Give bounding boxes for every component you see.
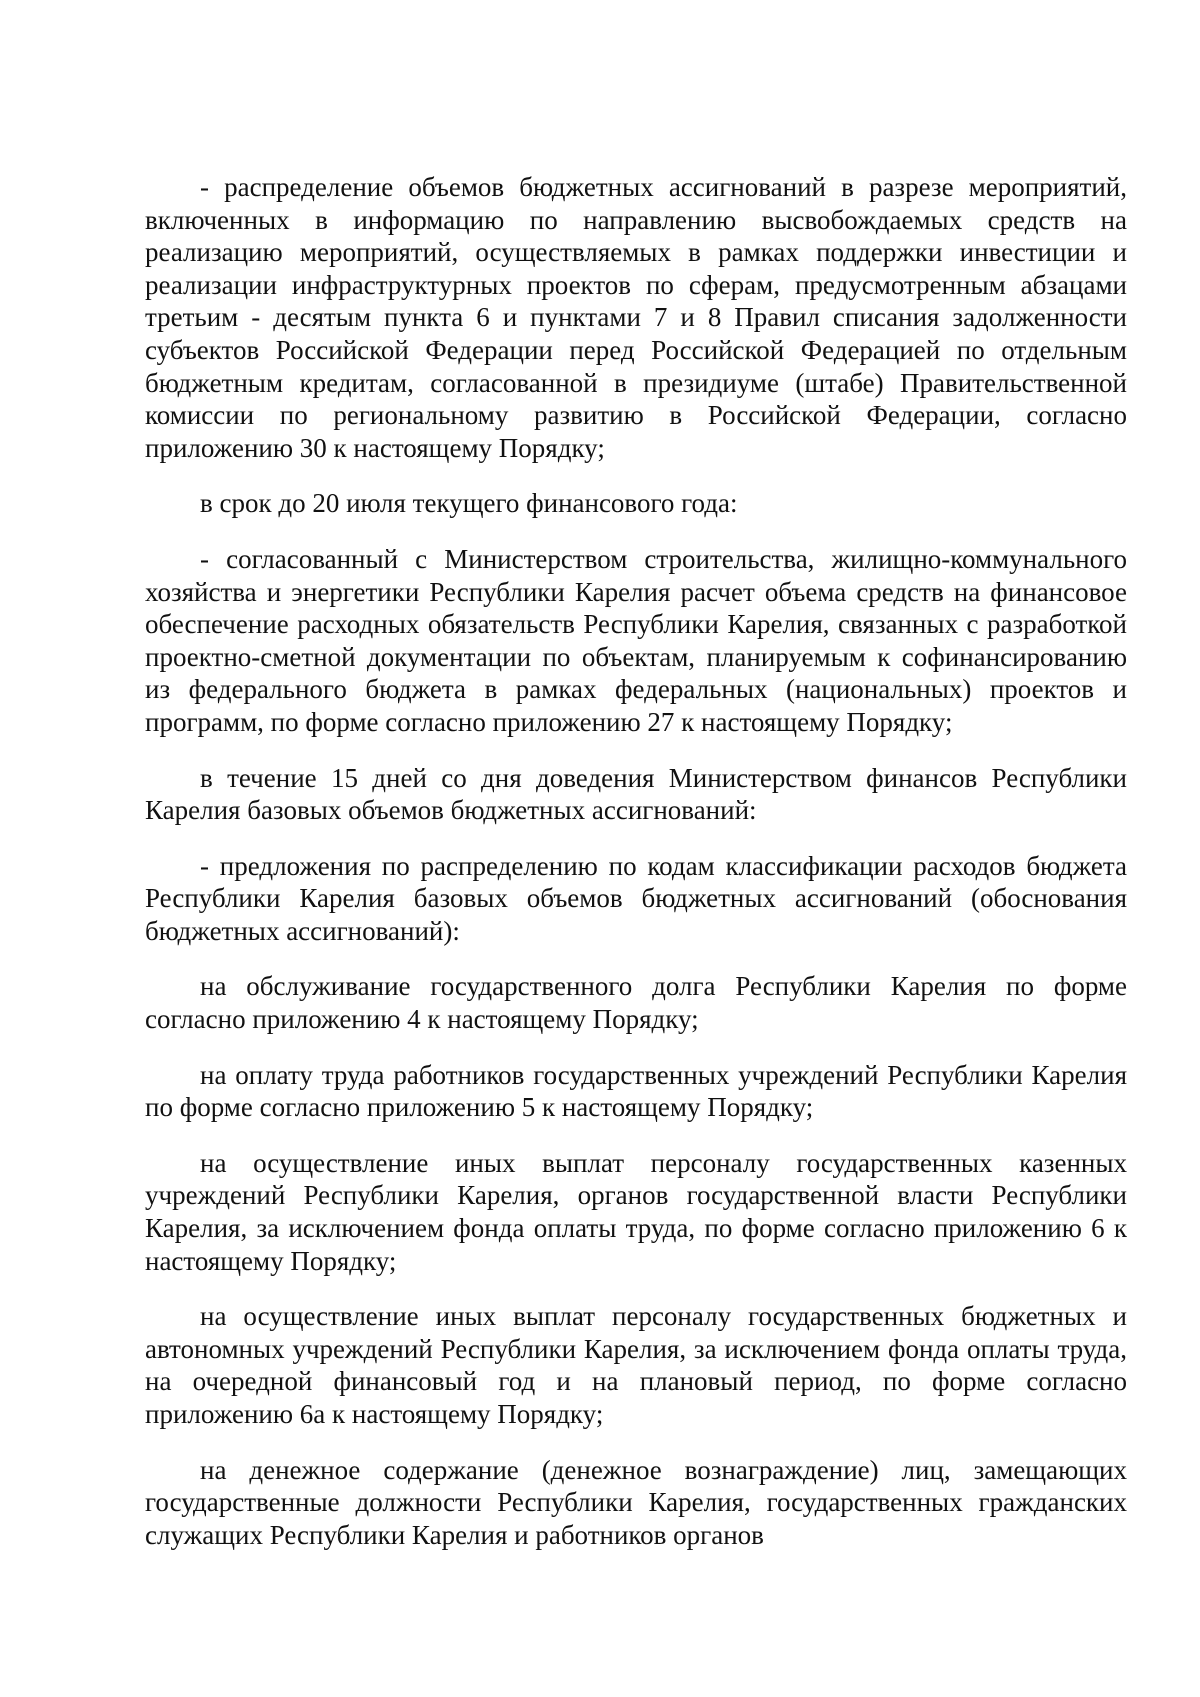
document-body <box>145 171 1127 1574</box>
paragraph-deadline-july-20: в срок до 20 июля текущего финансового года: <box>200 488 738 519</box>
paragraph-monetary-allowance: на денежное содержание (денежное вознаграждение) лиц, замещающих государственные должности Республики Карелия, государственных гражданских служащих Республики Карелия и работников органов <box>145 1454 1127 1550</box>
paragraph-15-days-deadline: в течение 15 дней со дня доведения Министерством финансов Республики Карелия базовых объемов бюджетных ассигнований: <box>145 762 1127 826</box>
paragraph-other-payments-state-institutions: на осуществление иных выплат персоналу государственных казенных учреждений Республики Карелия, органов государственной власти Республики Карелия, за исключением фонда оплаты труда, по форме согласно приложению 6 к настоящему Порядку; <box>145 1147 1127 1276</box>
paragraph-design-estimate-calculation: - согласованный с Министерством строительства, жилищно-коммунального хозяйства и энергетики Республики Карелия расчет объема средств на финансовое обеспечение расходных обязательств Республики Карелия, связанных с разработкой проектно-сметной документации по объектам, планируемым к софинансированию из федерального бюджета в рамках федеральных (национальных) проектов и программ, по форме согласно приложению 27 к настоящему Порядку; <box>145 543 1127 737</box>
paragraph-labor-remuneration: на оплату труда работников государственных учреждений Республики Карелия по форме согласно приложению 5 к настоящему Порядку; <box>145 1059 1127 1123</box>
paragraph-other-payments-budget-autonomous: на осуществление иных выплат персоналу государственных бюджетных и автономных учреждений Республики Карелия, за исключением фонда оплаты труда, на очередной финансовый год и на плановый период, по форме согласно приложению 6а к настоящему Порядку; <box>145 1301 1127 1429</box>
paragraph-budget-allocation-distribution: - распределение объемов бюджетных ассигнований в разрезе мероприятий, включенных в информацию по направлению высвобождаемых средств на реализацию мероприятий, осуществляемых в рамках поддержки инвестиции и реализации инфраструктурных проектов по сферам, предусмотренным абзацами третьим - десятым пункта 6 и пунктами 7 и 8 Правил списания задолженности субъектов Российской Федерации перед Российской Федерацией по отдельным бюджетным кредитам, согласованной в президиуме (штабе) Правительственной комиссии по региональному развитию в Российской Федерации, согласно приложению 30 к настоящему Порядку; <box>145 172 1127 463</box>
paragraph-state-debt-servicing: на обслуживание государственного долга Республики Карелия по форме согласно приложению 4 к настоящему Порядку; <box>145 971 1127 1035</box>
paragraph-distribution-proposals: - предложения по распределению по кодам классификации расходов бюджета Республики Карелия базовых объемов бюджетных ассигнований (обоснования бюджетных ассигнований): <box>145 850 1127 946</box>
